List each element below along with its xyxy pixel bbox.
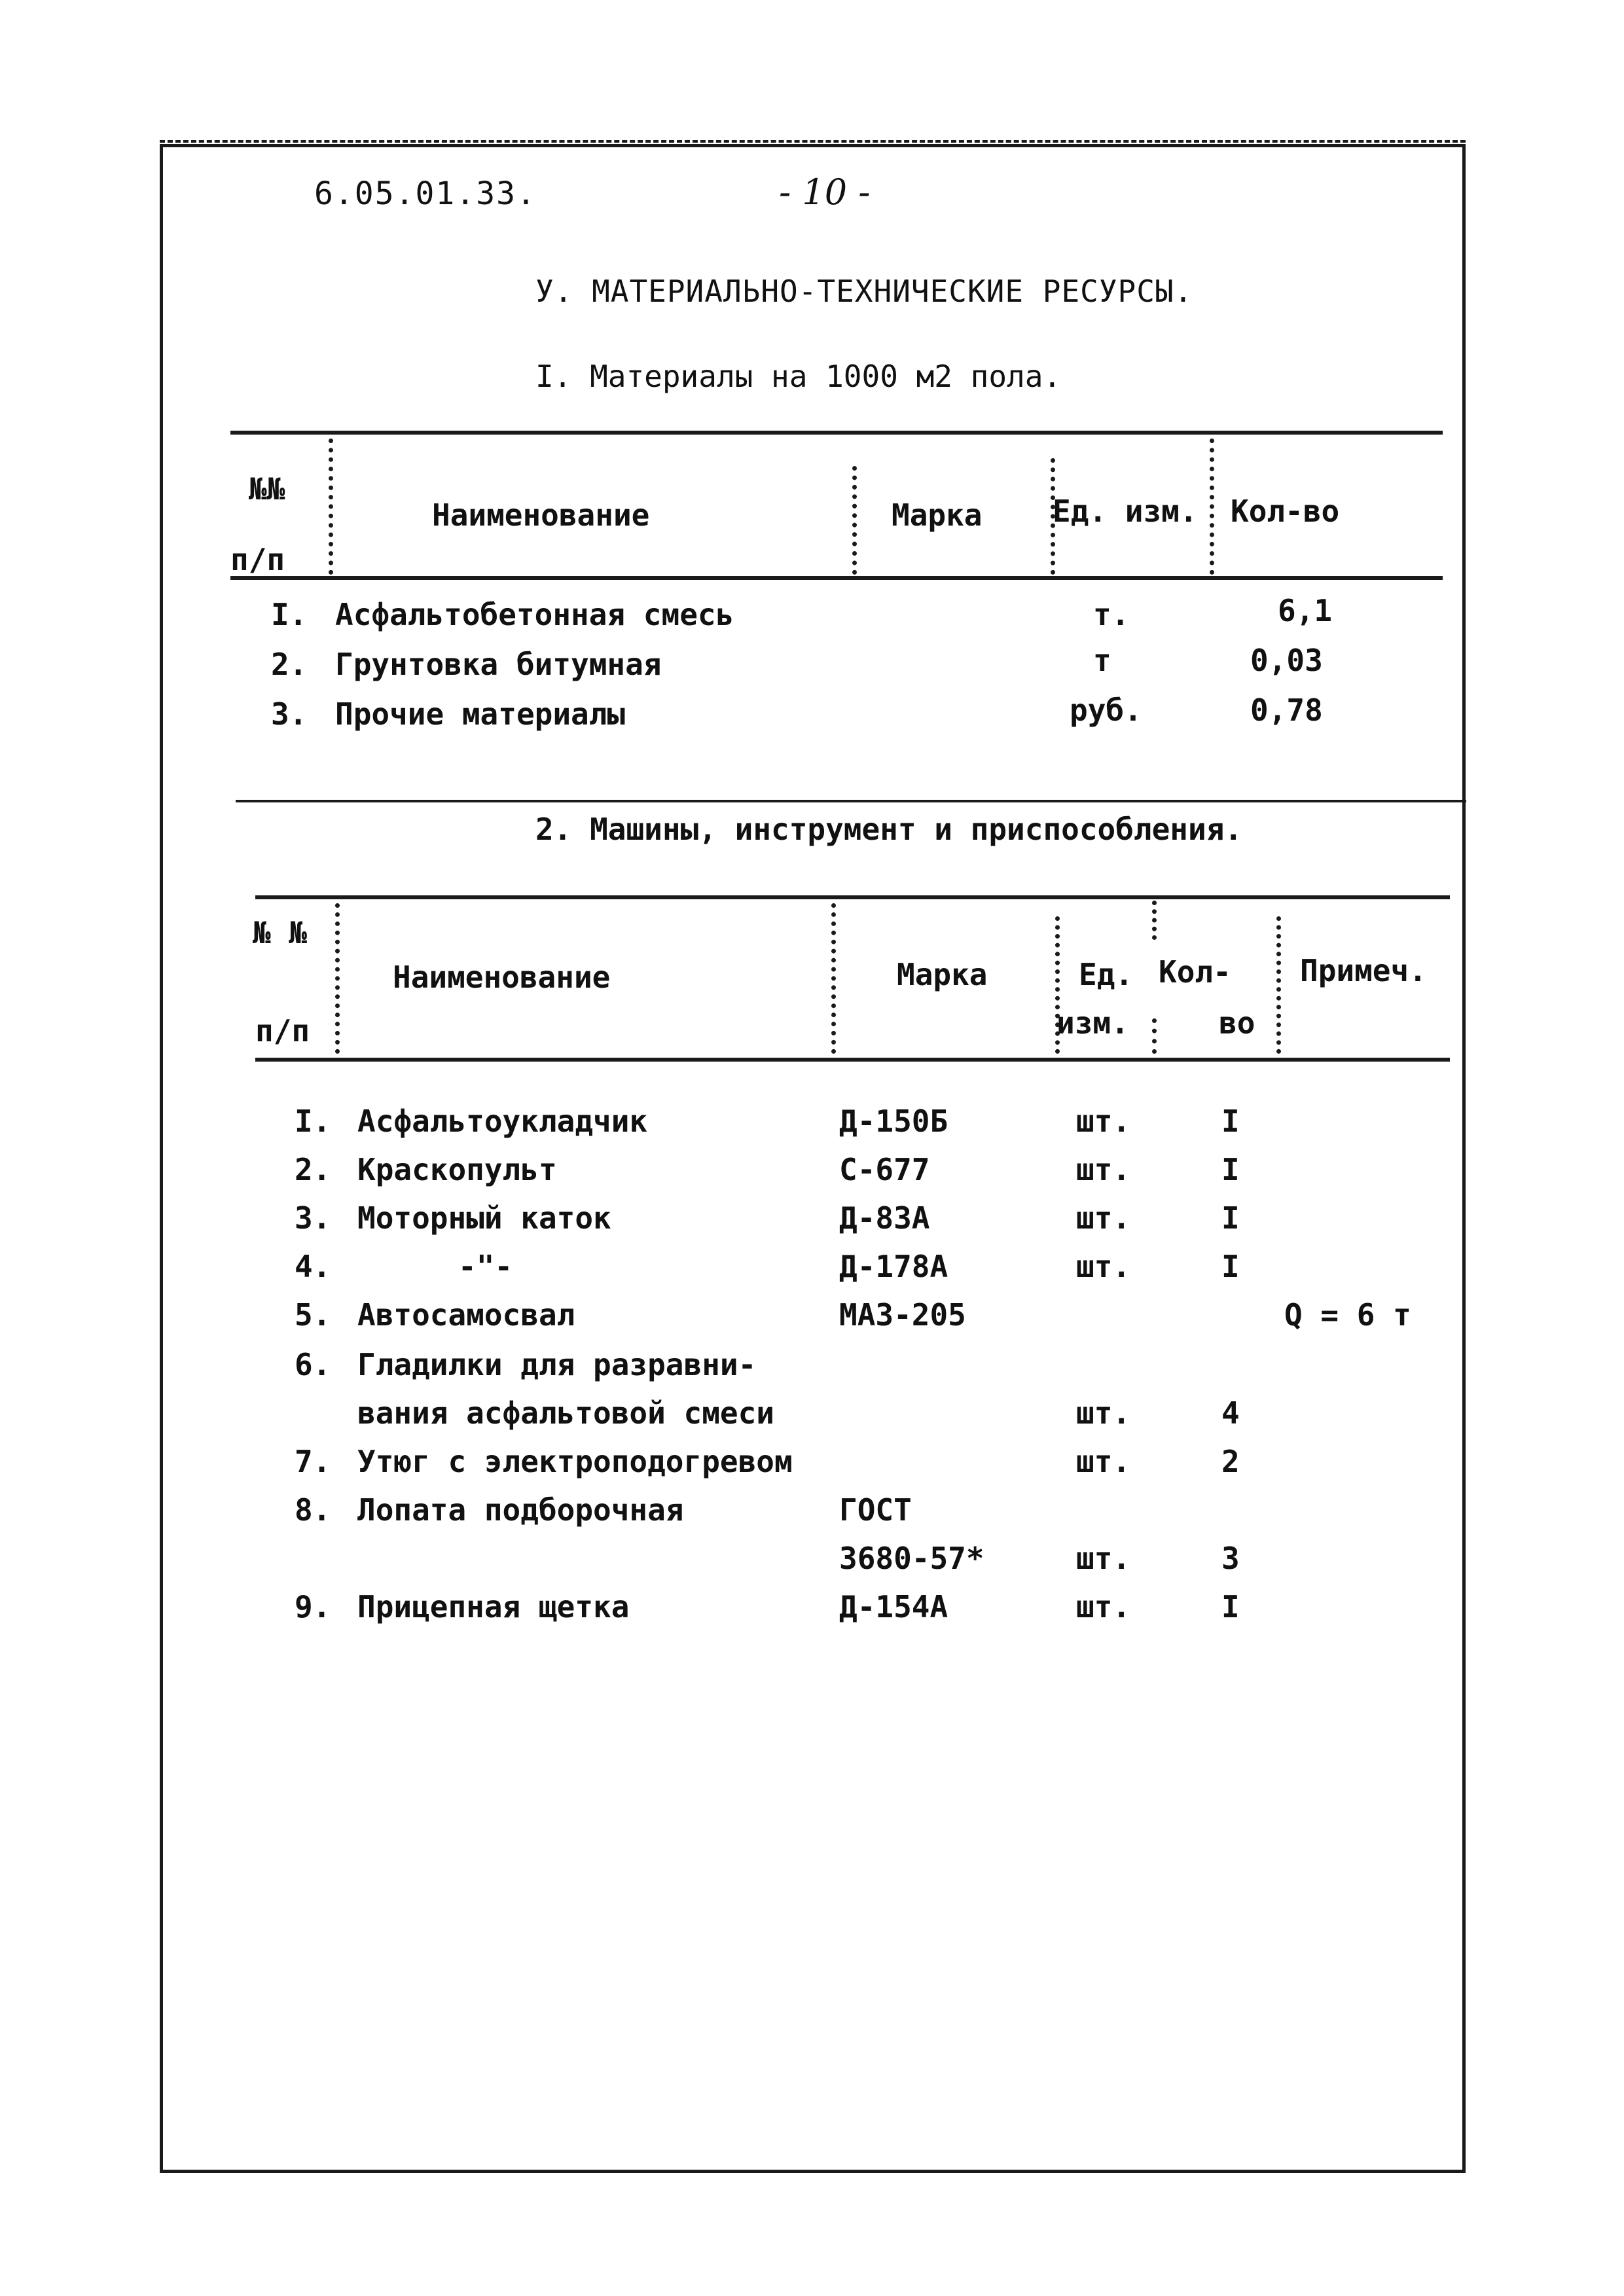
row-qty: 4 xyxy=(1221,1395,1240,1431)
table2-header-num-top: № № xyxy=(253,915,308,950)
row-unit: шт. xyxy=(1076,1103,1131,1139)
row-mark: МАЗ-205 xyxy=(839,1297,966,1333)
row-unit: шт. xyxy=(1076,1152,1131,1187)
row-mark: Д-154А xyxy=(839,1589,948,1624)
table1-header-name: Наименование xyxy=(432,497,650,533)
row-unit: шт. xyxy=(1076,1541,1131,1576)
row-mark: Д-150Б xyxy=(839,1103,948,1139)
row-name: Краскопульт xyxy=(357,1152,557,1187)
row-qty: I xyxy=(1221,1200,1240,1236)
table1-header-qty: Кол-во xyxy=(1231,493,1340,529)
row-mark: Д-83А xyxy=(839,1200,930,1236)
row-number: 3. xyxy=(295,1200,331,1236)
top-dashed-edge xyxy=(160,140,1466,143)
row-qty: 3 xyxy=(1221,1541,1240,1576)
table2-col-divider xyxy=(1152,901,1157,940)
table2-top-rule xyxy=(255,895,1450,899)
row-name-continued: вания асфальтовой смеси xyxy=(357,1395,774,1431)
row-number: 2. xyxy=(295,1152,331,1187)
row-name: -"- xyxy=(458,1249,513,1284)
row-unit: шт. xyxy=(1076,1589,1131,1624)
table1-top-rule xyxy=(230,431,1443,435)
row-qty: I xyxy=(1221,1589,1240,1624)
row-mark: Д-178А xyxy=(839,1249,948,1284)
table2-header-unit-bottom: изм. xyxy=(1056,1005,1129,1041)
table2-col-divider xyxy=(335,903,340,1054)
section-title: У. МАТЕРИАЛЬНО-ТЕХНИЧЕСКИЕ РЕСУРСЫ. xyxy=(535,274,1193,309)
row-unit: шт. xyxy=(1076,1249,1131,1284)
row-name: Утюг с электроподогревом xyxy=(357,1444,793,1479)
row-number: I. xyxy=(295,1103,331,1139)
table1-caption: I. Материалы на 1000 м2 пола. xyxy=(535,359,1062,394)
row-name: Асфальтоукладчик xyxy=(357,1103,648,1139)
row-number: I. xyxy=(271,597,308,632)
table2-col-divider xyxy=(831,903,836,1054)
row-qty: I xyxy=(1221,1249,1240,1284)
row-mark: С-677 xyxy=(839,1152,930,1187)
table1-col-divider xyxy=(329,439,333,575)
page-number: - 10 - xyxy=(779,171,871,213)
table2-header-mark: Марка xyxy=(897,957,988,992)
table1-header-rule xyxy=(230,576,1443,580)
row-unit: т. xyxy=(1093,597,1130,632)
row-qty: I xyxy=(1221,1103,1240,1139)
row-unit: шт. xyxy=(1076,1200,1131,1236)
row-unit: шт. xyxy=(1076,1444,1131,1479)
row-number: 8. xyxy=(295,1492,331,1528)
page-frame xyxy=(160,144,1466,2173)
row-note: Q = 6 т xyxy=(1284,1297,1411,1333)
row-name: Прицепная щетка xyxy=(357,1589,630,1624)
table2-col-divider xyxy=(1276,916,1281,1054)
row-mark-continued: 3680-57* xyxy=(839,1541,984,1576)
row-name: Моторный каток xyxy=(357,1200,611,1236)
row-qty: 0,78 xyxy=(1250,692,1323,728)
row-qty: I xyxy=(1221,1152,1240,1187)
row-number: 2. xyxy=(271,647,308,682)
table2-header-name: Наименование xyxy=(393,960,611,995)
row-number: 9. xyxy=(295,1589,331,1624)
table2-caption: 2. Машины, инструмент и приспособления. xyxy=(535,812,1243,847)
table1-col-divider xyxy=(1210,439,1214,575)
section-divider xyxy=(236,800,1466,802)
row-name: Грунтовка битумная xyxy=(335,647,662,682)
table2-header-qty-top: Кол- xyxy=(1159,954,1231,990)
table1-header-num-bottom: п/п xyxy=(230,542,285,577)
row-qty: 6,1 xyxy=(1278,593,1333,628)
row-name: Автосамосвал xyxy=(357,1297,575,1333)
table1-header-num-top: №№ xyxy=(249,471,285,507)
table2-col-divider xyxy=(1152,1018,1157,1054)
document-code: 6.05.01.33. xyxy=(314,175,537,212)
table2-header-num-bottom: п/п xyxy=(255,1013,310,1049)
table1-header-mark: Марка xyxy=(892,497,983,533)
row-unit: шт. xyxy=(1076,1395,1131,1431)
table1-header-unit: Ед. изм. xyxy=(1053,493,1198,529)
row-name: Лопата подборочная xyxy=(357,1492,684,1528)
table2-header-unit-top: Ед. xyxy=(1079,957,1134,992)
row-name: Прочие материалы xyxy=(335,696,626,732)
row-number: 6. xyxy=(295,1347,331,1382)
row-name: Асфальтобетонная смесь xyxy=(335,597,734,632)
table1-col-divider xyxy=(852,466,857,575)
row-name: Гладилки для разравни- xyxy=(357,1347,757,1382)
row-qty: 0,03 xyxy=(1250,643,1323,678)
table2-header-rule xyxy=(255,1058,1450,1062)
row-number: 7. xyxy=(295,1444,331,1479)
row-number: 3. xyxy=(271,696,308,732)
row-number: 4. xyxy=(295,1249,331,1284)
table2-header-note: Примеч. xyxy=(1300,953,1427,988)
row-mark: ГОСТ xyxy=(839,1492,912,1528)
row-unit: руб. xyxy=(1070,692,1142,728)
row-qty: 2 xyxy=(1221,1444,1240,1479)
row-number: 5. xyxy=(295,1297,331,1333)
row-unit: т xyxy=(1093,643,1111,678)
table2-header-qty-bottom: во xyxy=(1219,1005,1255,1041)
